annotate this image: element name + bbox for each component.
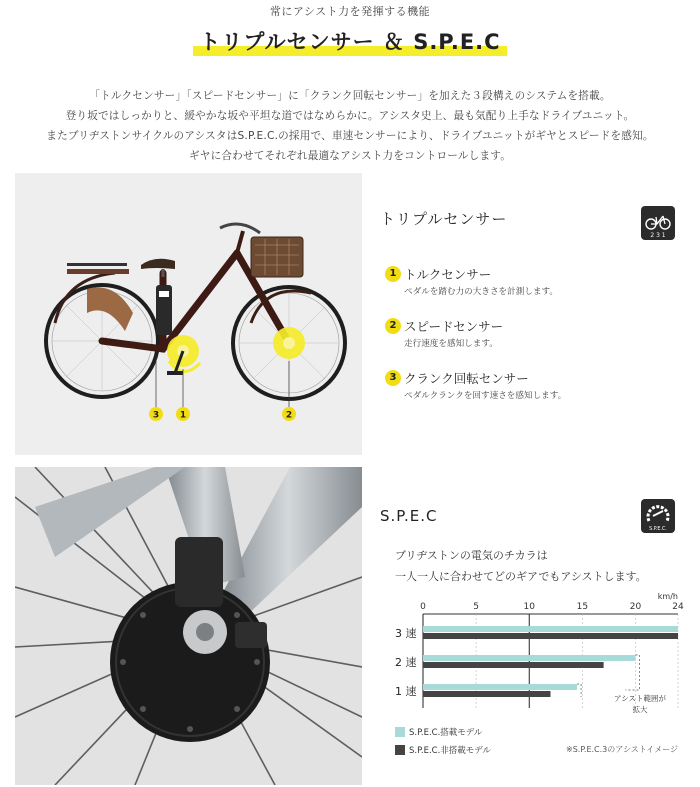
tick-label: 24: [672, 602, 684, 612]
bicycle-image: [15, 173, 362, 455]
marker-2: 2: [285, 410, 293, 421]
unit-label: km/h: [657, 592, 678, 601]
footnote: ※S.P.E.C.3のアシストイメージ: [566, 745, 679, 754]
marker-3: 3: [152, 410, 160, 421]
intro-line-3: またブリヂストンサイクルのアシスタはS.P.E.C.の採用で、車速センサーにより、ドライブユニットがギヤとスピードを感知。: [46, 130, 654, 142]
tick-label: 20: [629, 602, 642, 612]
gear-speed-icon: [641, 499, 675, 533]
category-label: 1 速: [395, 685, 417, 698]
item-desc: ペダルクランクを回す速さを感知します。: [404, 391, 567, 401]
item-number: 1: [385, 266, 401, 282]
item-desc: 走行速度を感知します。: [404, 339, 498, 349]
bicycle-illustration: [15, 173, 362, 455]
item-title: トルクセンサー: [404, 267, 492, 282]
tick-label: 5: [473, 602, 479, 612]
spec-copy-line-2: 一人一人に合わせてどのギアでもアシストします。: [395, 570, 647, 583]
intro-line-2: 登り坂ではしっかりと、緩やかな坂や平坦な道ではなめらかに。アシスタ史上、最も気配り上手なドライブユニット。: [65, 110, 635, 122]
callout-text: アシスト範囲が: [614, 694, 666, 703]
category-label: 2 速: [395, 656, 417, 669]
section-title: [197, 26, 502, 56]
page-title: トリプルセンサー ＆ S.P.E.C: [199, 30, 501, 54]
item-number: 3: [385, 370, 401, 386]
item-title: クランク回転センサー: [404, 371, 529, 386]
legend-label-nonspec: S.P.E.C.非搭載モデル: [409, 746, 491, 756]
marker-1: 1: [179, 410, 187, 421]
spec-copy: [395, 545, 647, 587]
tick-label: 10: [523, 602, 535, 612]
category-label: 3 速: [395, 627, 417, 640]
legend-swatch-nonspec: [395, 745, 405, 755]
intro-text: [0, 86, 700, 166]
spec-copy-line-1: ブリヂストンの電気のチカラは: [395, 549, 548, 562]
kicker-text: 常にアシスト力を発揮する機能: [269, 5, 431, 18]
tick-label: 15: [576, 602, 589, 612]
intro-line-1: 「トルクセンサー」「スピードセンサー」に「クランク回転センサー」を加えた３段構えのシステムを搭載。: [89, 90, 611, 102]
badge-spec-label: S.P.E.C.: [649, 527, 667, 532]
intro-line-4: ギヤに合わせてそれぞれ最適なアシスト力をコントロールします。: [188, 150, 511, 162]
spec-title: S.P.E.C: [380, 507, 438, 525]
badge-numbers: 2 3 1: [650, 232, 666, 239]
bicycle-icon: [641, 206, 675, 240]
wheel-hub-photo: [15, 467, 362, 785]
spec-panel: [15, 467, 685, 785]
legend-label-spec: S.P.E.C.搭載モデル: [409, 728, 483, 738]
item-number: 2: [385, 318, 401, 334]
header: [0, 0, 700, 166]
legend-swatch-spec: [395, 727, 405, 737]
wheel-hub-illustration: [15, 467, 362, 785]
callout-text: 拡大: [632, 705, 648, 714]
triple-sensor-title: トリプルセンサー: [380, 210, 508, 228]
triple-sensor-panel: [15, 173, 685, 455]
item-title: スピードセンサー: [404, 319, 504, 334]
item-desc: ペダルを踏む力の大きさを計測します。: [404, 287, 559, 297]
tick-label: 0: [420, 602, 426, 612]
